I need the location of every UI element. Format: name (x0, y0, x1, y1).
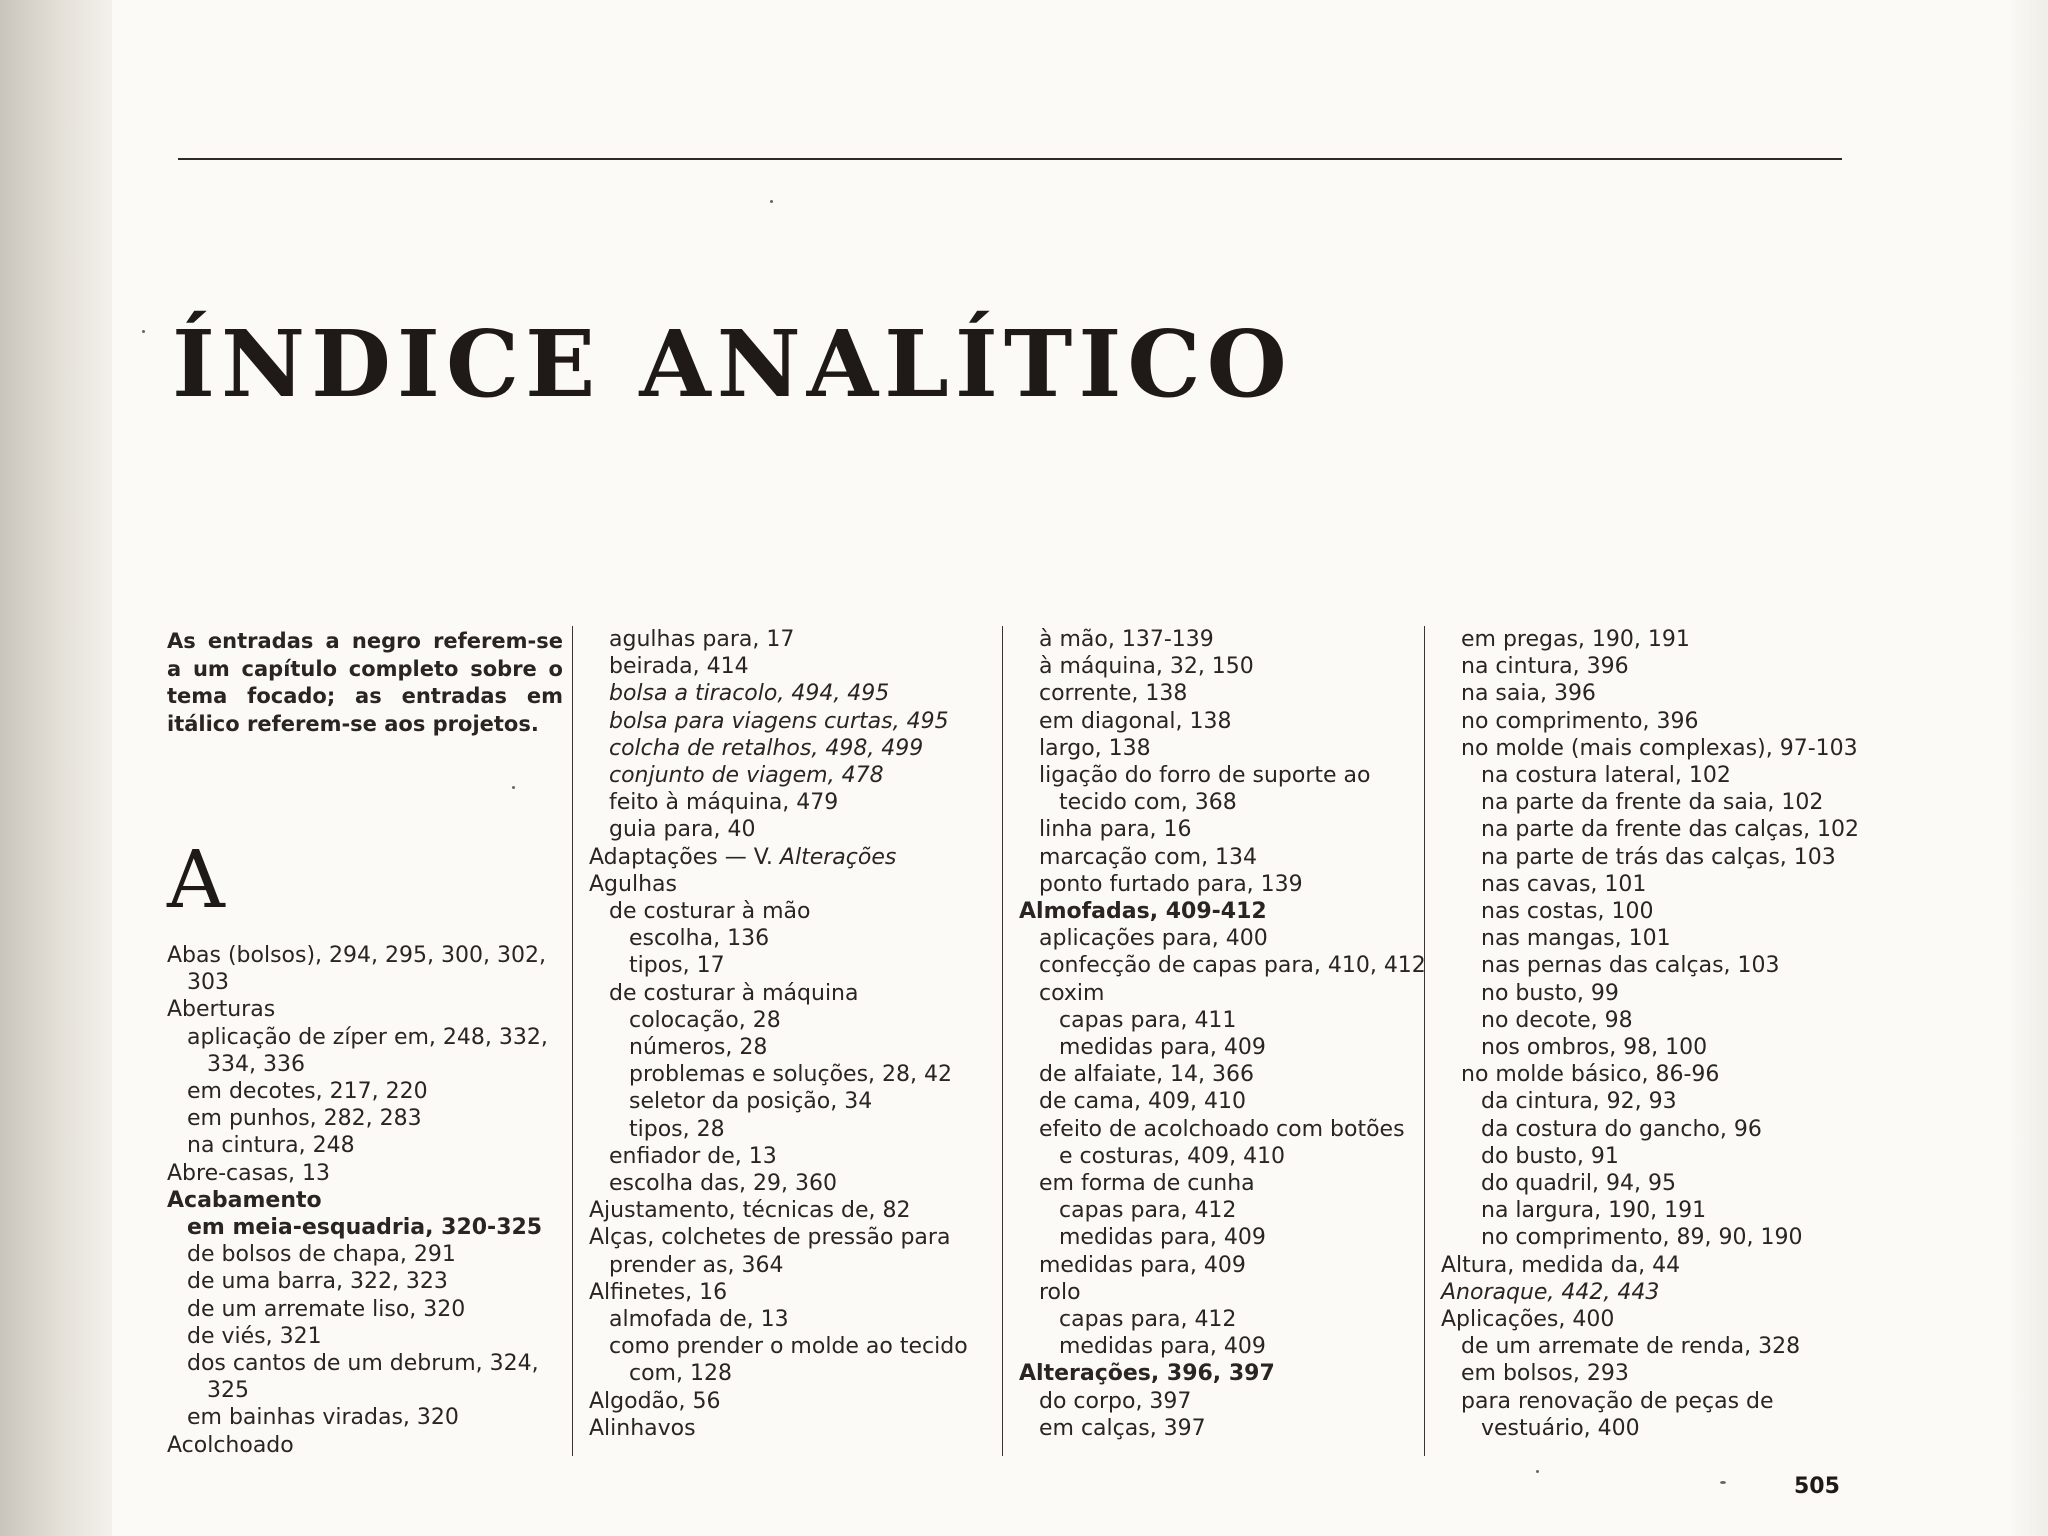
index-entry: medidas para, 409 (1059, 1035, 1266, 1061)
index-entry: 325 (207, 1378, 249, 1404)
index-entry: colocação, 28 (629, 1007, 781, 1033)
top-rule (178, 158, 1842, 160)
index-entry: no decote, 98 (1481, 1007, 1633, 1033)
index-entry: de cama, 409, 410 (1039, 1089, 1246, 1115)
index-entry: medidas para, 409 (1059, 1334, 1266, 1360)
index-entry: beirada, 414 (609, 654, 749, 680)
index-column-1 (167, 626, 563, 1456)
index-entry: feito à máquina, 479 (609, 790, 839, 816)
index-entry: de costurar à máquina (609, 980, 859, 1006)
index-entry: capas para, 411 (1059, 1007, 1237, 1033)
index-entry: Alfinetes, 16 (589, 1279, 728, 1305)
index-entry: efeito de acolchoado com botões (1039, 1116, 1405, 1142)
index-entry: de alfaiate, 14, 366 (1039, 1062, 1255, 1088)
index-entry: no molde (mais complexas), 97-103 (1461, 735, 1858, 761)
index-entry: do busto, 91 (1481, 1143, 1619, 1169)
index-entry: de um arremate liso, 320 (187, 1296, 466, 1322)
index-entry: Alterações, 396, 397 (1019, 1361, 1275, 1387)
index-entry: de um arremate de renda, 328 (1461, 1334, 1801, 1360)
scan-speck (512, 786, 515, 789)
index-entry: na saia, 396 (1461, 681, 1596, 707)
index-entry: Anoraque, 442, 443 (1441, 1279, 1660, 1305)
index-column-4 (1424, 626, 1860, 1456)
index-entry: Adaptações — V. Alterações (589, 844, 897, 870)
index-entry: em bainhas viradas, 320 (187, 1405, 459, 1431)
index-column-3 (1002, 626, 1425, 1456)
index-entry: prender as, 364 (609, 1252, 784, 1278)
index-entry: nas pernas das calças, 103 (1481, 953, 1780, 979)
index-entry: em punhos, 282, 283 (187, 1106, 422, 1132)
index-entry: no comprimento, 89, 90, 190 (1481, 1225, 1803, 1251)
index-entry: em calças, 397 (1039, 1415, 1206, 1441)
index-entry: para renovação de peças de (1461, 1388, 1774, 1414)
index-entry: à mão, 137-139 (1039, 627, 1214, 652)
index-entry: coxim (1039, 980, 1105, 1006)
index-entry: tipos, 28 (629, 1116, 725, 1142)
index-legend: As entradas a negro referem-se a um capítulo completo sobre o tema focado; as entradas em itálico referem-se aos projetos. (167, 629, 563, 736)
index-entry: Abas (bolsos), 294, 295, 300, 302, (167, 943, 546, 968)
index-entry: Altura, medida da, 44 (1441, 1252, 1681, 1278)
index-entry: Aplicações, 400 (1441, 1307, 1615, 1333)
index-entry: marcação com, 134 (1039, 844, 1258, 870)
index-column-2 (572, 626, 993, 1456)
index-entry: Acabamento (167, 1187, 322, 1213)
index-entry: números, 28 (629, 1035, 768, 1061)
index-entry: medidas para, 409 (1039, 1252, 1246, 1278)
page-number: 505 (1794, 1474, 1840, 1499)
index-entry: do corpo, 397 (1039, 1388, 1192, 1414)
binding-edge (0, 0, 112, 1536)
index-entry: escolha, 136 (629, 926, 770, 952)
index-entry: dos cantos de um debrum, 324, (187, 1351, 539, 1377)
page-edge-shadow (2008, 0, 2048, 1536)
index-entry: e costuras, 409, 410 (1059, 1143, 1286, 1169)
index-entry: corrente, 138 (1039, 681, 1188, 707)
index-entry: em diagonal, 138 (1039, 708, 1232, 734)
index-entry: da costura do gancho, 96 (1481, 1116, 1762, 1142)
index-entry: nas cavas, 101 (1481, 871, 1647, 897)
index-entry: medidas para, 409 (1059, 1225, 1266, 1251)
index-entry: na parte da frente das calças, 102 (1481, 817, 1860, 843)
index-entry: aplicação de zíper em, 248, 332, (187, 1024, 548, 1050)
index-entry: capas para, 412 (1059, 1198, 1237, 1224)
index-entry: à máquina, 32, 150 (1039, 654, 1254, 680)
index-entry: bolsa a tiracolo, 494, 495 (609, 681, 890, 707)
index-entry: ponto furtado para, 139 (1039, 871, 1303, 897)
index-entry: enfiador de, 13 (609, 1143, 777, 1169)
index-entry: na parte da frente da saia, 102 (1481, 790, 1824, 816)
index-entry: em forma de cunha (1039, 1171, 1255, 1197)
index-entry: de bolsos de chapa, 291 (187, 1242, 456, 1268)
index-entry: Abre-casas, 13 (167, 1160, 331, 1186)
index-entry: 334, 336 (207, 1051, 305, 1077)
index-entry: do quadril, 94, 95 (1481, 1171, 1677, 1197)
index-entry: de costurar à mão (609, 899, 811, 925)
index-entry: em meia-esquadria, 320-325 (187, 1215, 543, 1241)
index-entry: linha para, 16 (1039, 817, 1192, 843)
index-entry: Almofadas, 409-412 (1019, 899, 1267, 925)
index-entry: no molde básico, 86-96 (1461, 1062, 1720, 1088)
index-entry: ligação do forro de suporte ao (1039, 763, 1371, 789)
index-entry: em decotes, 217, 220 (187, 1079, 428, 1105)
index-entry: na cintura, 396 (1461, 654, 1629, 680)
scan-speck (142, 330, 145, 333)
index-entry: Alças, colchetes de pressão para (589, 1225, 951, 1251)
scan-speck (1720, 1481, 1726, 1484)
index-entry: colcha de retalhos, 498, 499 (609, 735, 924, 761)
index-entry: na costura lateral, 102 (1481, 763, 1731, 789)
index-entry: de uma barra, 322, 323 (187, 1269, 448, 1295)
index-entry: no busto, 99 (1481, 980, 1619, 1006)
index-entry: vestuário, 400 (1481, 1415, 1640, 1441)
index-entry: largo, 138 (1039, 735, 1151, 761)
index-entry: aplicações para, 400 (1039, 926, 1268, 952)
index-entry: confecção de capas para, 410, 412 (1039, 953, 1426, 979)
section-letter: A (167, 833, 225, 926)
index-entry: Alinhavos (589, 1415, 696, 1441)
index-entry: seletor da posição, 34 (629, 1089, 873, 1115)
index-entry: nas mangas, 101 (1481, 926, 1671, 952)
index-entry: na largura, 190, 191 (1481, 1198, 1707, 1224)
index-entry: na cintura, 248 (187, 1133, 355, 1159)
index-entry: com, 128 (629, 1361, 732, 1387)
index-entry: tipos, 17 (629, 953, 725, 979)
index-entry: escolha das, 29, 360 (609, 1171, 837, 1197)
index-entry: no comprimento, 396 (1461, 708, 1699, 734)
index-entry: Agulhas (589, 871, 677, 897)
index-entry: de viés, 321 (187, 1323, 322, 1349)
index-entry: Acolchoado (167, 1432, 294, 1458)
page-title: ÍNDICE ANALÍTICO (172, 310, 1293, 418)
index-entry: na parte de trás das calças, 103 (1481, 844, 1836, 870)
index-entry: 303 (187, 970, 229, 996)
index-entry: nos ombros, 98, 100 (1481, 1035, 1708, 1061)
scan-speck (1536, 1470, 1539, 1473)
index-entry: rolo (1039, 1279, 1081, 1305)
index-entry: agulhas para, 17 (609, 627, 795, 652)
index-entry: tecido com, 368 (1059, 790, 1237, 816)
index-entry: capas para, 412 (1059, 1307, 1237, 1333)
index-entry: Aberturas (167, 997, 276, 1023)
index-entry: guia para, 40 (609, 817, 756, 843)
index-entry: Ajustamento, técnicas de, 82 (589, 1198, 911, 1224)
index-entry: Algodão, 56 (589, 1388, 721, 1414)
index-entry: da cintura, 92, 93 (1481, 1089, 1677, 1115)
scan-speck (770, 200, 773, 203)
index-entry: problemas e soluções, 28, 42 (629, 1062, 952, 1088)
index-entry: bolsa para viagens curtas, 495 (609, 708, 949, 734)
index-entry: como prender o molde ao tecido (609, 1334, 968, 1360)
index-entry: nas costas, 100 (1481, 899, 1654, 925)
index-entry: em pregas, 190, 191 (1461, 627, 1690, 652)
index-entry: almofada de, 13 (609, 1307, 789, 1333)
index-entry: conjunto de viagem, 478 (609, 763, 884, 789)
index-entry: em bolsos, 293 (1461, 1361, 1629, 1387)
